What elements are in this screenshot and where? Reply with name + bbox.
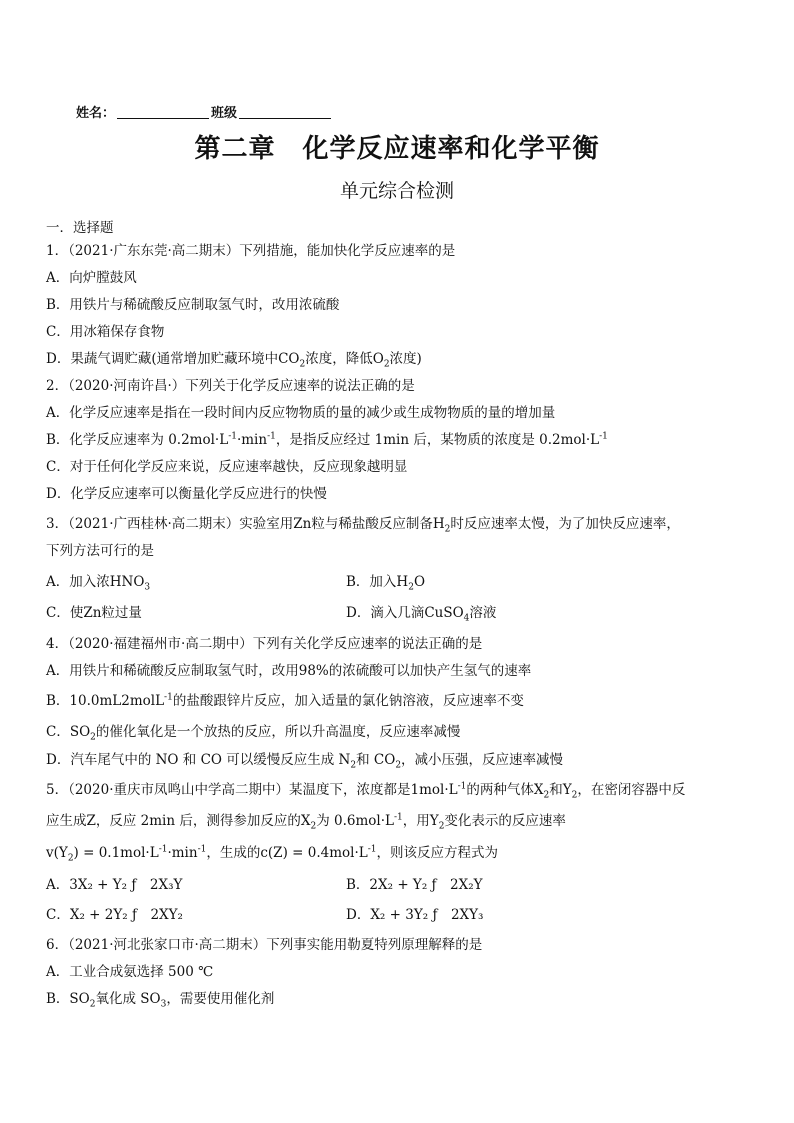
q5-stem-line1: 5．（2020·重庆市凤鸣山中学高二期中）某温度下，浓度都是$1mol\cdot L^{-1}$的两种气体$X_2$和$Y_2$，在密闭容器中反	[46, 781, 686, 801]
q3-stem-line1: 3．（2021·广西桂林·高二期末）实验室用Zn粒与稀盐酸反应制备$H_2$时反应速率太慢，为了加快反应速率，	[46, 516, 680, 535]
q2-option-a: A．化学反应速率是指在一段时间内反应物物质的量的减少或生成物物质的量的增加量	[46, 405, 556, 421]
q2-option-d: D．化学反应速率可以衡量化学反应进行的快慢	[46, 486, 327, 502]
q3-stem-line2: 下列方法可行的是	[46, 543, 154, 559]
page-title: 第二章 化学反应速率和化学平衡	[194, 134, 600, 164]
q4-stem: 4．（2020·福建福州市·高二期中）下列有关化学反应速率的说法正确的是	[46, 636, 483, 652]
page-subtitle: 单元综合检测	[339, 180, 454, 202]
q1-option-a: A．向炉膛鼓风	[46, 270, 137, 286]
q6-stem: 6．（2021·河北张家口市·高二期末）下列事实能用勒夏特列原理解释的是	[46, 937, 483, 953]
q3-option-a: A．加入浓$HNO_3$	[46, 574, 151, 593]
q5-stem-line3: $v(Y_2) = 0.1mol\cdot L^{-1}\cdot\min^{-1}$，生成的$c(Z) = 0.4mol\cdot L^{-1}$，则该反应方程式为	[46, 844, 498, 864]
q4-option-a: A．用铁片和稀硫酸反应制取氢气时，改用98%的浓硫酸可以加快产生氢气的速率	[46, 663, 532, 679]
class-label: 班级	[211, 106, 238, 121]
q2-option-c: C．对于任何化学反应来说，反应速率越快，反应现象越明显	[46, 459, 408, 475]
q5-option-c: C．X₂ + 2Y₂ ƒ 2XY₂	[46, 907, 183, 923]
name-label: 姓名：	[76, 106, 116, 121]
q1-option-b: B．用铁片与稀硫酸反应制取氢气时，改用浓硫酸	[46, 297, 340, 313]
q4-option-b: B．10.0mL2molL$^{-1}$的盐酸跟锌片反应，加入适量的氯化钠溶液，反应速率不变	[46, 692, 524, 709]
student-info-line	[76, 102, 333, 121]
q3-option-b: B．加入$H_2O$	[346, 574, 426, 593]
q4-option-c: C．$SO_2$的催化氧化是一个放热的反应，所以升高温度，反应速率减慢	[46, 724, 461, 743]
q6-option-b: B．$SO_2$氧化成 $SO_3$，需要使用催化剂	[46, 991, 275, 1010]
q3-option-d: D．滴入几滴CuSO$_4$溶液	[346, 605, 497, 624]
q1-option-d: D．果蔬气调贮藏(通常增加贮藏环境中$CO_2$浓度，降低$O_2$浓度)	[46, 351, 422, 370]
q6-option-a: A．工业合成氨选择 500 ℃	[46, 964, 214, 980]
q3-option-c: C．使Zn粒过量	[46, 605, 142, 621]
class-blank[interactable]	[239, 106, 331, 119]
q1-stem: 1．（2021·广东东莞·高二期末）下列措施，能加快化学反应速率的是	[46, 243, 456, 259]
q2-option-b: B．化学反应速率为 $0.2mol\cdot L^{-1}\cdot\min^{-1}$，是指反应经过 1min 后，某物质的浓度是 $0.2mol\cdot L^{-1}$	[46, 431, 608, 448]
q2-stem: 2．（2020·河南许昌·）下列关于化学反应速率的说法正确的是	[46, 378, 415, 394]
q4-option-d: D．汽车尾气中的 NO 和 CO 可以缓慢反应生成 $N_2$和 $CO_2$，减小压强，反应速率减慢	[46, 752, 564, 771]
q5-stem-line2: 应生成Z，反应 2min 后，测得参加反应的$X_2$为 $0.6mol\cdot L^{-1}$，用$Y_2$变化表示的反应速率	[46, 812, 566, 832]
section-heading: 一．选择题	[46, 220, 114, 236]
q5-option-b: B．2X₂ + Y₂ ƒ 2X₂Y	[346, 877, 483, 893]
q5-option-a: A．3X₂ + Y₂ ƒ 2X₃Y	[46, 877, 183, 893]
q5-option-d: D．X₂ + 3Y₂ ƒ 2XY₃	[346, 907, 484, 923]
name-blank[interactable]	[117, 106, 209, 119]
q1-option-c: C．用冰箱保存食物	[46, 324, 165, 340]
